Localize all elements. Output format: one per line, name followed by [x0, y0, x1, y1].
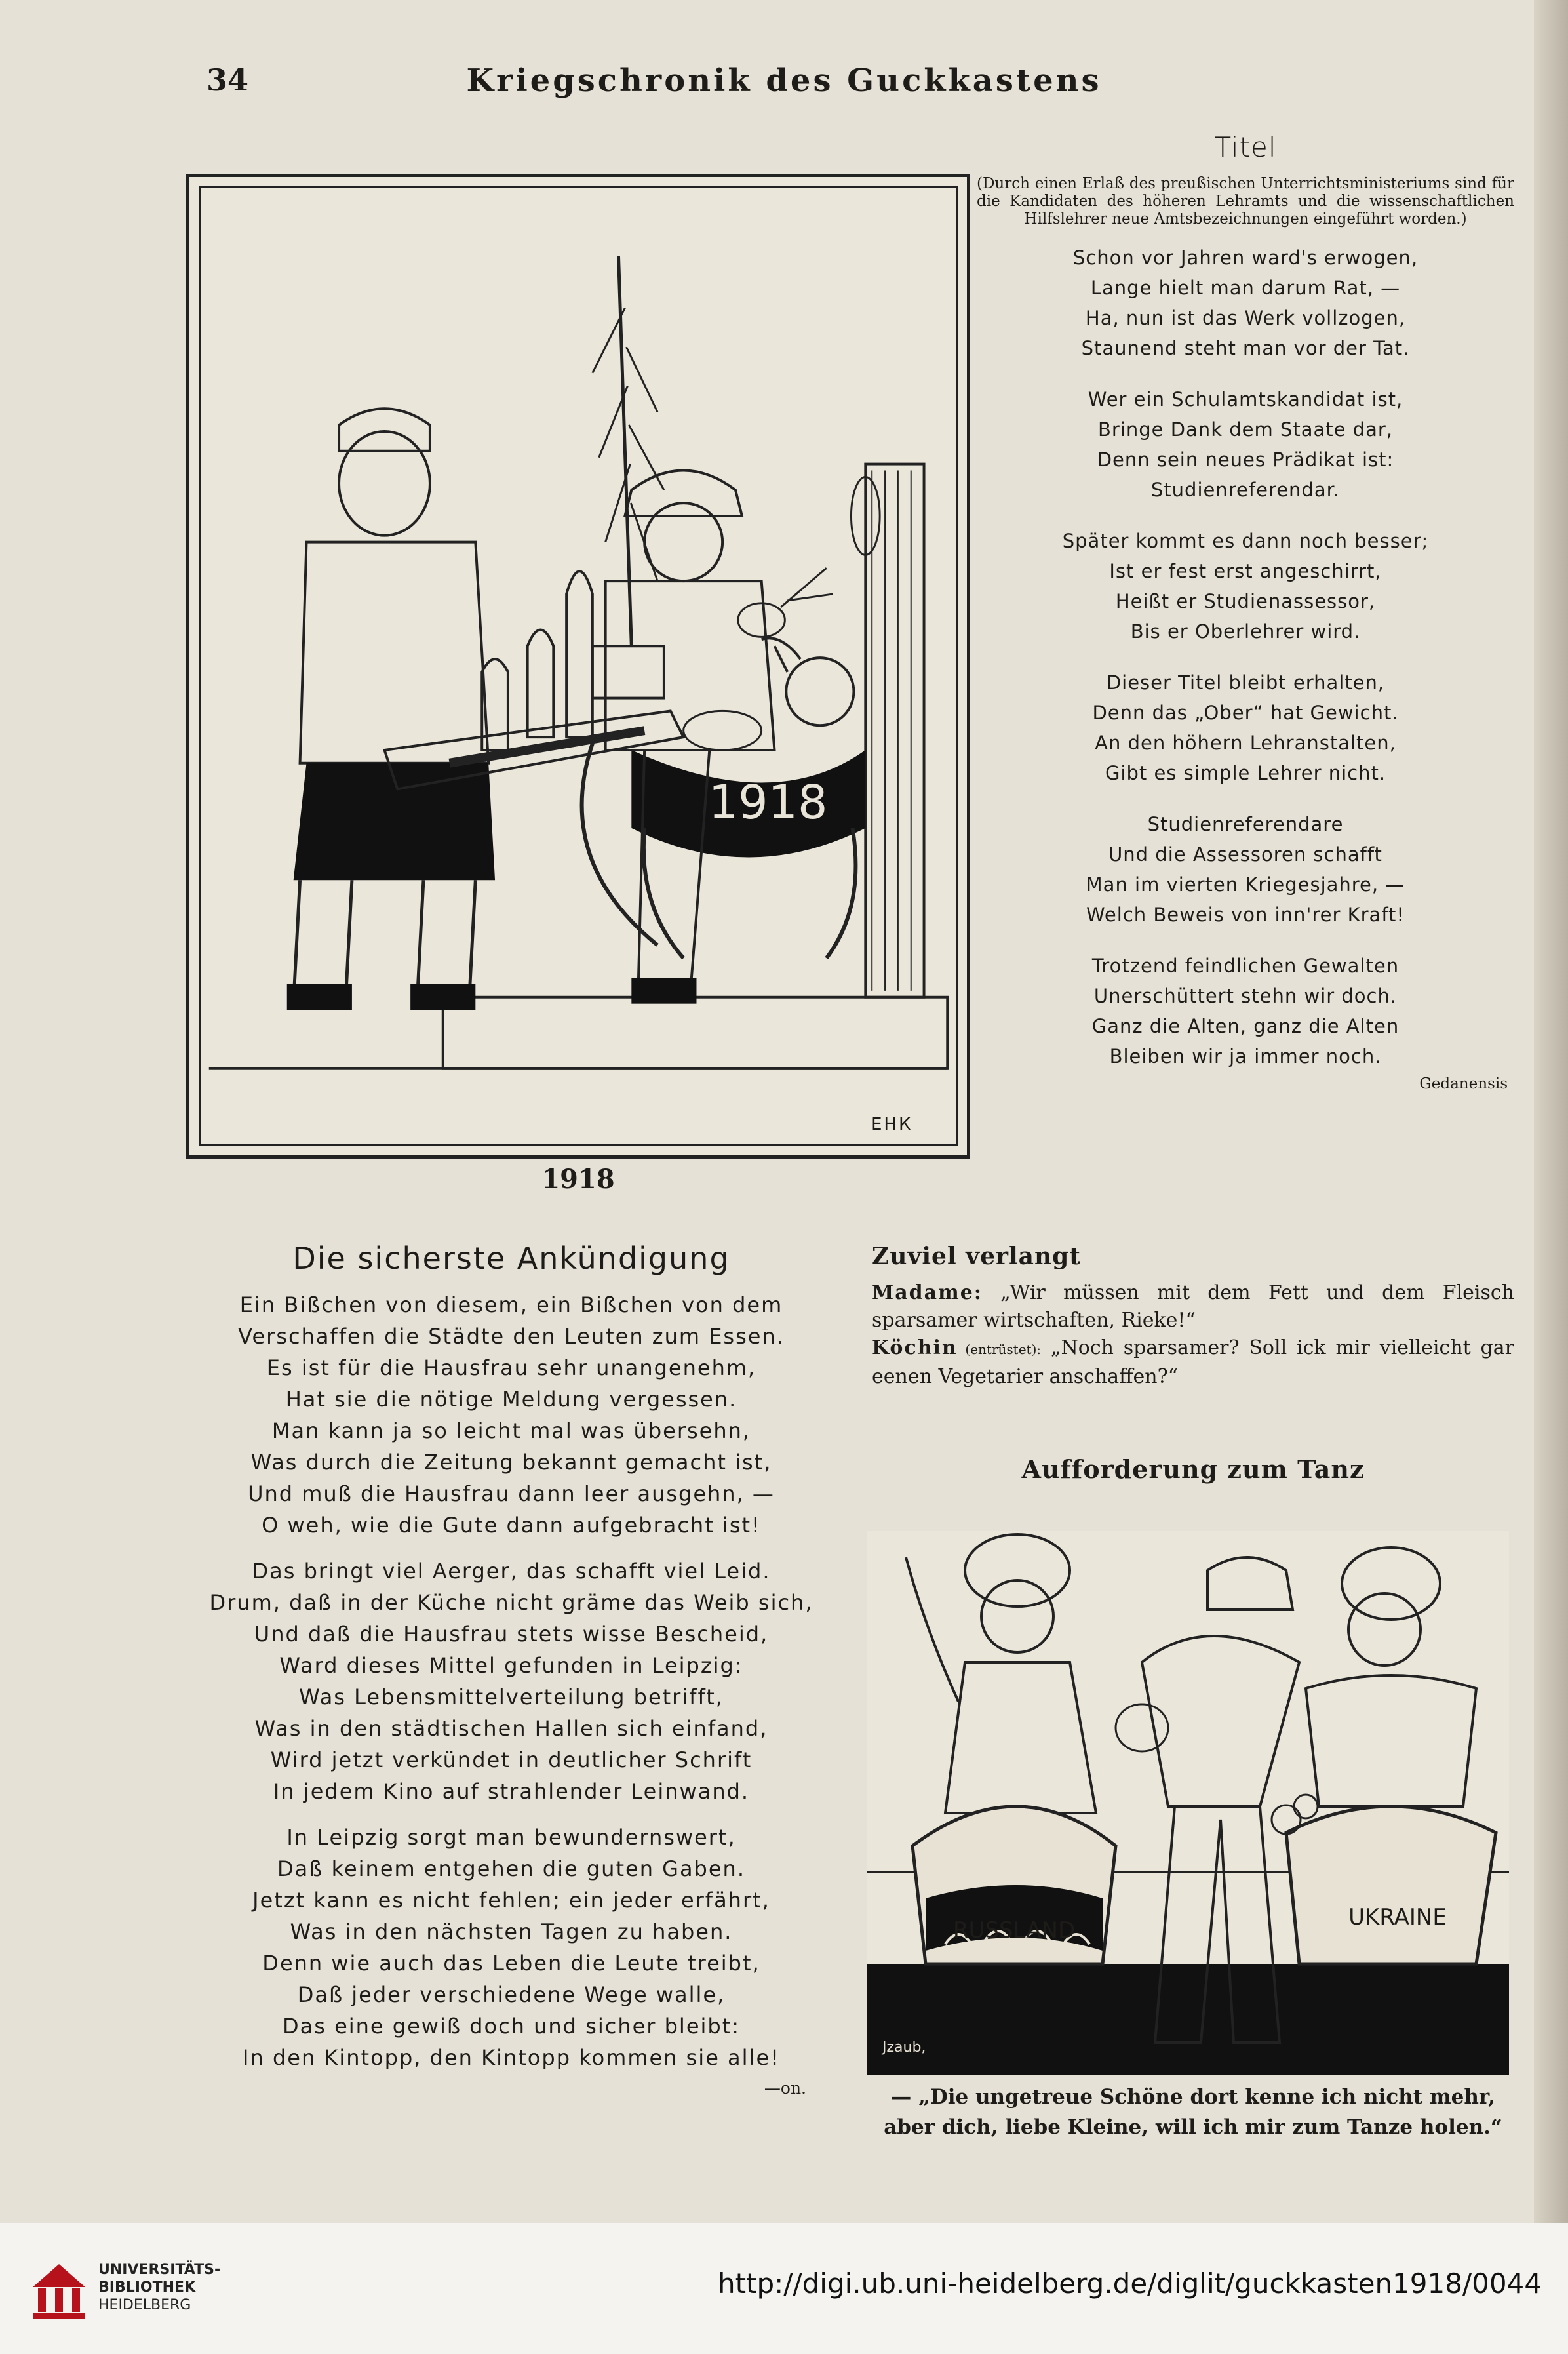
dialog-speaker: Köchin: [872, 1336, 958, 1359]
verse-line: Was Lebensmittelverteilung betrifft,: [299, 1685, 724, 1709]
verse-line: Trotzend feindlichen Gewalten: [1091, 955, 1400, 977]
illustration-1918-drawing: [189, 177, 967, 1155]
verse-line: Es ist für die Hausfrau sehr unangenehm,: [266, 1355, 756, 1380]
dialog-speaker: Madame:: [872, 1281, 983, 1304]
illustration-1918: [186, 174, 970, 1159]
verse-line: Welch Beweis von inn'rer Kraft!: [1086, 904, 1405, 926]
verse-line: Staunend steht man vor der Tat.: [1081, 337, 1410, 359]
verse-line: Das bringt viel Aerger, das schafft viel Leid.: [252, 1559, 771, 1584]
library-name-line2: BIBLIOTHEK: [98, 2279, 196, 2296]
verse-line: Denn das „Ober“ hat Gewicht.: [1092, 702, 1399, 724]
stanza: [970, 243, 1521, 363]
library-logo-icon: [26, 2261, 92, 2320]
verse-line: In jedem Kino auf strahlender Leinwand.: [273, 1779, 750, 1804]
illustration-caption: 1918: [541, 1164, 615, 1195]
verse-line: Ein Bißchen von diesem, ein Bißchen von dem: [239, 1292, 783, 1317]
poem-title: Die sicherste Ankündigung: [292, 1241, 730, 1276]
verse-line: Schon vor Jahren ward's erwogen,: [1072, 247, 1419, 269]
verse-line: Dieser Titel bleibt erhalten,: [1106, 671, 1385, 694]
anecdote-title: Zuviel verlangt: [872, 1243, 1081, 1270]
poem-titel: [970, 131, 1521, 1092]
verse-line: Später kommt es dann noch besser;: [1062, 530, 1429, 552]
permalink-url[interactable]: http://digi.ub.uni-heidelberg.de/diglit/guckkasten1918/0044: [717, 2267, 1542, 2300]
dialog-line: [872, 1334, 1514, 1391]
verse-line: Unerschüttert stehn wir doch.: [1093, 985, 1398, 1007]
verse-line: Jetzt kann es nicht fehlen; ein jeder erfährt,: [252, 1888, 770, 1913]
library-name-line3: HEIDELBERG: [98, 2297, 191, 2313]
verse-line: Daß jeder verschiedene Wege walle,: [297, 1982, 726, 2007]
digitization-footer: [0, 2223, 1568, 2354]
verse-line: An den höhern Lehranstalten,: [1095, 732, 1396, 754]
illustration-dance: [867, 1531, 1509, 2075]
verse-line: Was in den städtischen Hallen sich einfand,: [254, 1716, 768, 1741]
verse-line: Denn sein neues Prädikat ist:: [1097, 449, 1394, 471]
verse-line: Verschaffen die Städte den Leuten zum Essen.: [238, 1324, 785, 1349]
verse-line: Wer ein Schulamtskandidat ist,: [1088, 388, 1403, 410]
dialog-text: „Wir müssen mit dem Fett und dem Fleisch sparsamer wirtschaften, Rieke!“: [872, 1281, 1514, 1332]
verse-line: Das eine gewiß doch und sicher bleibt:: [282, 2014, 741, 2039]
verse-line: Bleiben wir ja immer noch.: [1109, 1045, 1382, 1067]
verse-line: Heißt er Studienassessor,: [1115, 590, 1376, 612]
verse-line: In Leipzig sorgt man bewundernswert,: [286, 1825, 736, 1850]
verse-line: Ganz die Alten, ganz die Alten: [1091, 1015, 1400, 1037]
poem-author: Gedanensis: [1419, 1075, 1508, 1092]
verse-line: Studienreferendare: [1147, 813, 1344, 835]
verse-line: Und muß die Hausfrau dann leer ausgehn, —: [248, 1481, 775, 1506]
stanza: [190, 1822, 833, 2073]
verse-line: Und daß die Hausfrau stets wisse Bescheid,: [254, 1622, 769, 1646]
poem-author: —on.: [764, 2079, 806, 2098]
verse-line: Ha, nun ist das Werk vollzogen,: [1085, 307, 1406, 329]
verse-line: Ist er fest erst angeschirrt,: [1109, 560, 1382, 582]
verse-line: Denn wie auch das Leben die Leute treibt,: [262, 1951, 760, 1976]
verse-line: Und die Assessoren schafft: [1108, 843, 1382, 866]
verse-line: Hat sie die nötige Meldung vergessen.: [285, 1387, 737, 1412]
page-edge: [1534, 0, 1568, 2223]
page-number: 34: [206, 62, 249, 98]
dance-caption: — „Die ungetreue Schöne dort kenne ich nicht mehr, aber dich, liebe Kleine, will ich mir zum Tanze holen.“: [884, 2085, 1502, 2139]
verse-line: Was durch die Zeitung bekannt gemacht ist,: [250, 1450, 772, 1475]
verse-line: O weh, wie die Gute dann aufgebracht ist!: [262, 1513, 761, 1538]
verse-line: In den Kintopp, den Kintopp kommen sie alle!: [243, 2045, 780, 2070]
verse-line: Lange hielt man darum Rat, —: [1090, 277, 1401, 299]
label-russland: RUSSLAND: [952, 1917, 1076, 1944]
library-name-line1: UNIVERSITÄTS-: [98, 2262, 221, 2278]
poem-ankuendigung: [190, 1241, 833, 2098]
stanza: [970, 809, 1521, 930]
dance-title: Aufforderung zum Tanz: [1021, 1454, 1365, 1484]
verse-line: Man im vierten Kriegesjahre, —: [1086, 873, 1405, 896]
verse-line: Bis er Oberlehrer wird.: [1130, 620, 1361, 643]
verse-line: Was in den nächsten Tagen zu haben.: [290, 1919, 733, 1944]
stanza: [970, 384, 1521, 505]
stanza: [970, 951, 1521, 1071]
stanza: [190, 1555, 833, 1807]
library-name: [98, 2261, 220, 2314]
poem-title: Titel: [1214, 131, 1277, 163]
dialog-line: [872, 1279, 1514, 1334]
illustration-signature: ЕНК: [871, 1115, 913, 1134]
stanza: [190, 1289, 833, 1541]
verse-line: Man kann ja so leicht mal was übersehn,: [271, 1418, 751, 1443]
verse-line: Gibt es simple Lehrer nicht.: [1105, 762, 1386, 784]
stanza: [970, 526, 1521, 647]
anecdote-zuviel: [872, 1243, 1514, 1391]
running-head: [0, 62, 1568, 115]
cradle-year-label: 1918: [708, 775, 828, 830]
verse-line: Daß keinem entgehen die guten Gaben.: [277, 1856, 745, 1881]
verse-line: Bringe Dank dem Staate dar,: [1097, 418, 1393, 441]
dialog-aside: (entrüstet):: [957, 1342, 1042, 1357]
journal-title: Kriegschronik des Guckkastens: [466, 62, 1102, 99]
dialog-text: „Noch sparsamer? Soll ick mir vielleicht gar eenen Vegetarier anschaffen?“: [872, 1336, 1514, 1388]
label-ukraine: UKRAINE: [1348, 1904, 1447, 1930]
dance-signature: Jzaub,: [882, 2039, 926, 2056]
verse-line: Studienreferendar.: [1150, 479, 1341, 501]
verse-line: Drum, daß in der Küche nicht gräme das Weib sich,: [209, 1590, 813, 1615]
illustration-dance-drawing: [867, 1531, 1509, 2075]
poem-note: (Durch einen Erlaß des preußischen Unterrichtsministeriums sind für die Kandidaten des höheren Lehramts und die wissenschaftlichen Hilfslehrer neue Amtsbezeichnungen eingeführt worden.): [977, 175, 1514, 228]
verse-line: Wird jetzt verkündet in deutlicher Schrift: [270, 1747, 753, 1772]
stanza: [970, 668, 1521, 788]
verse-line: Ward dieses Mittel gefunden in Leipzig:: [279, 1653, 743, 1678]
